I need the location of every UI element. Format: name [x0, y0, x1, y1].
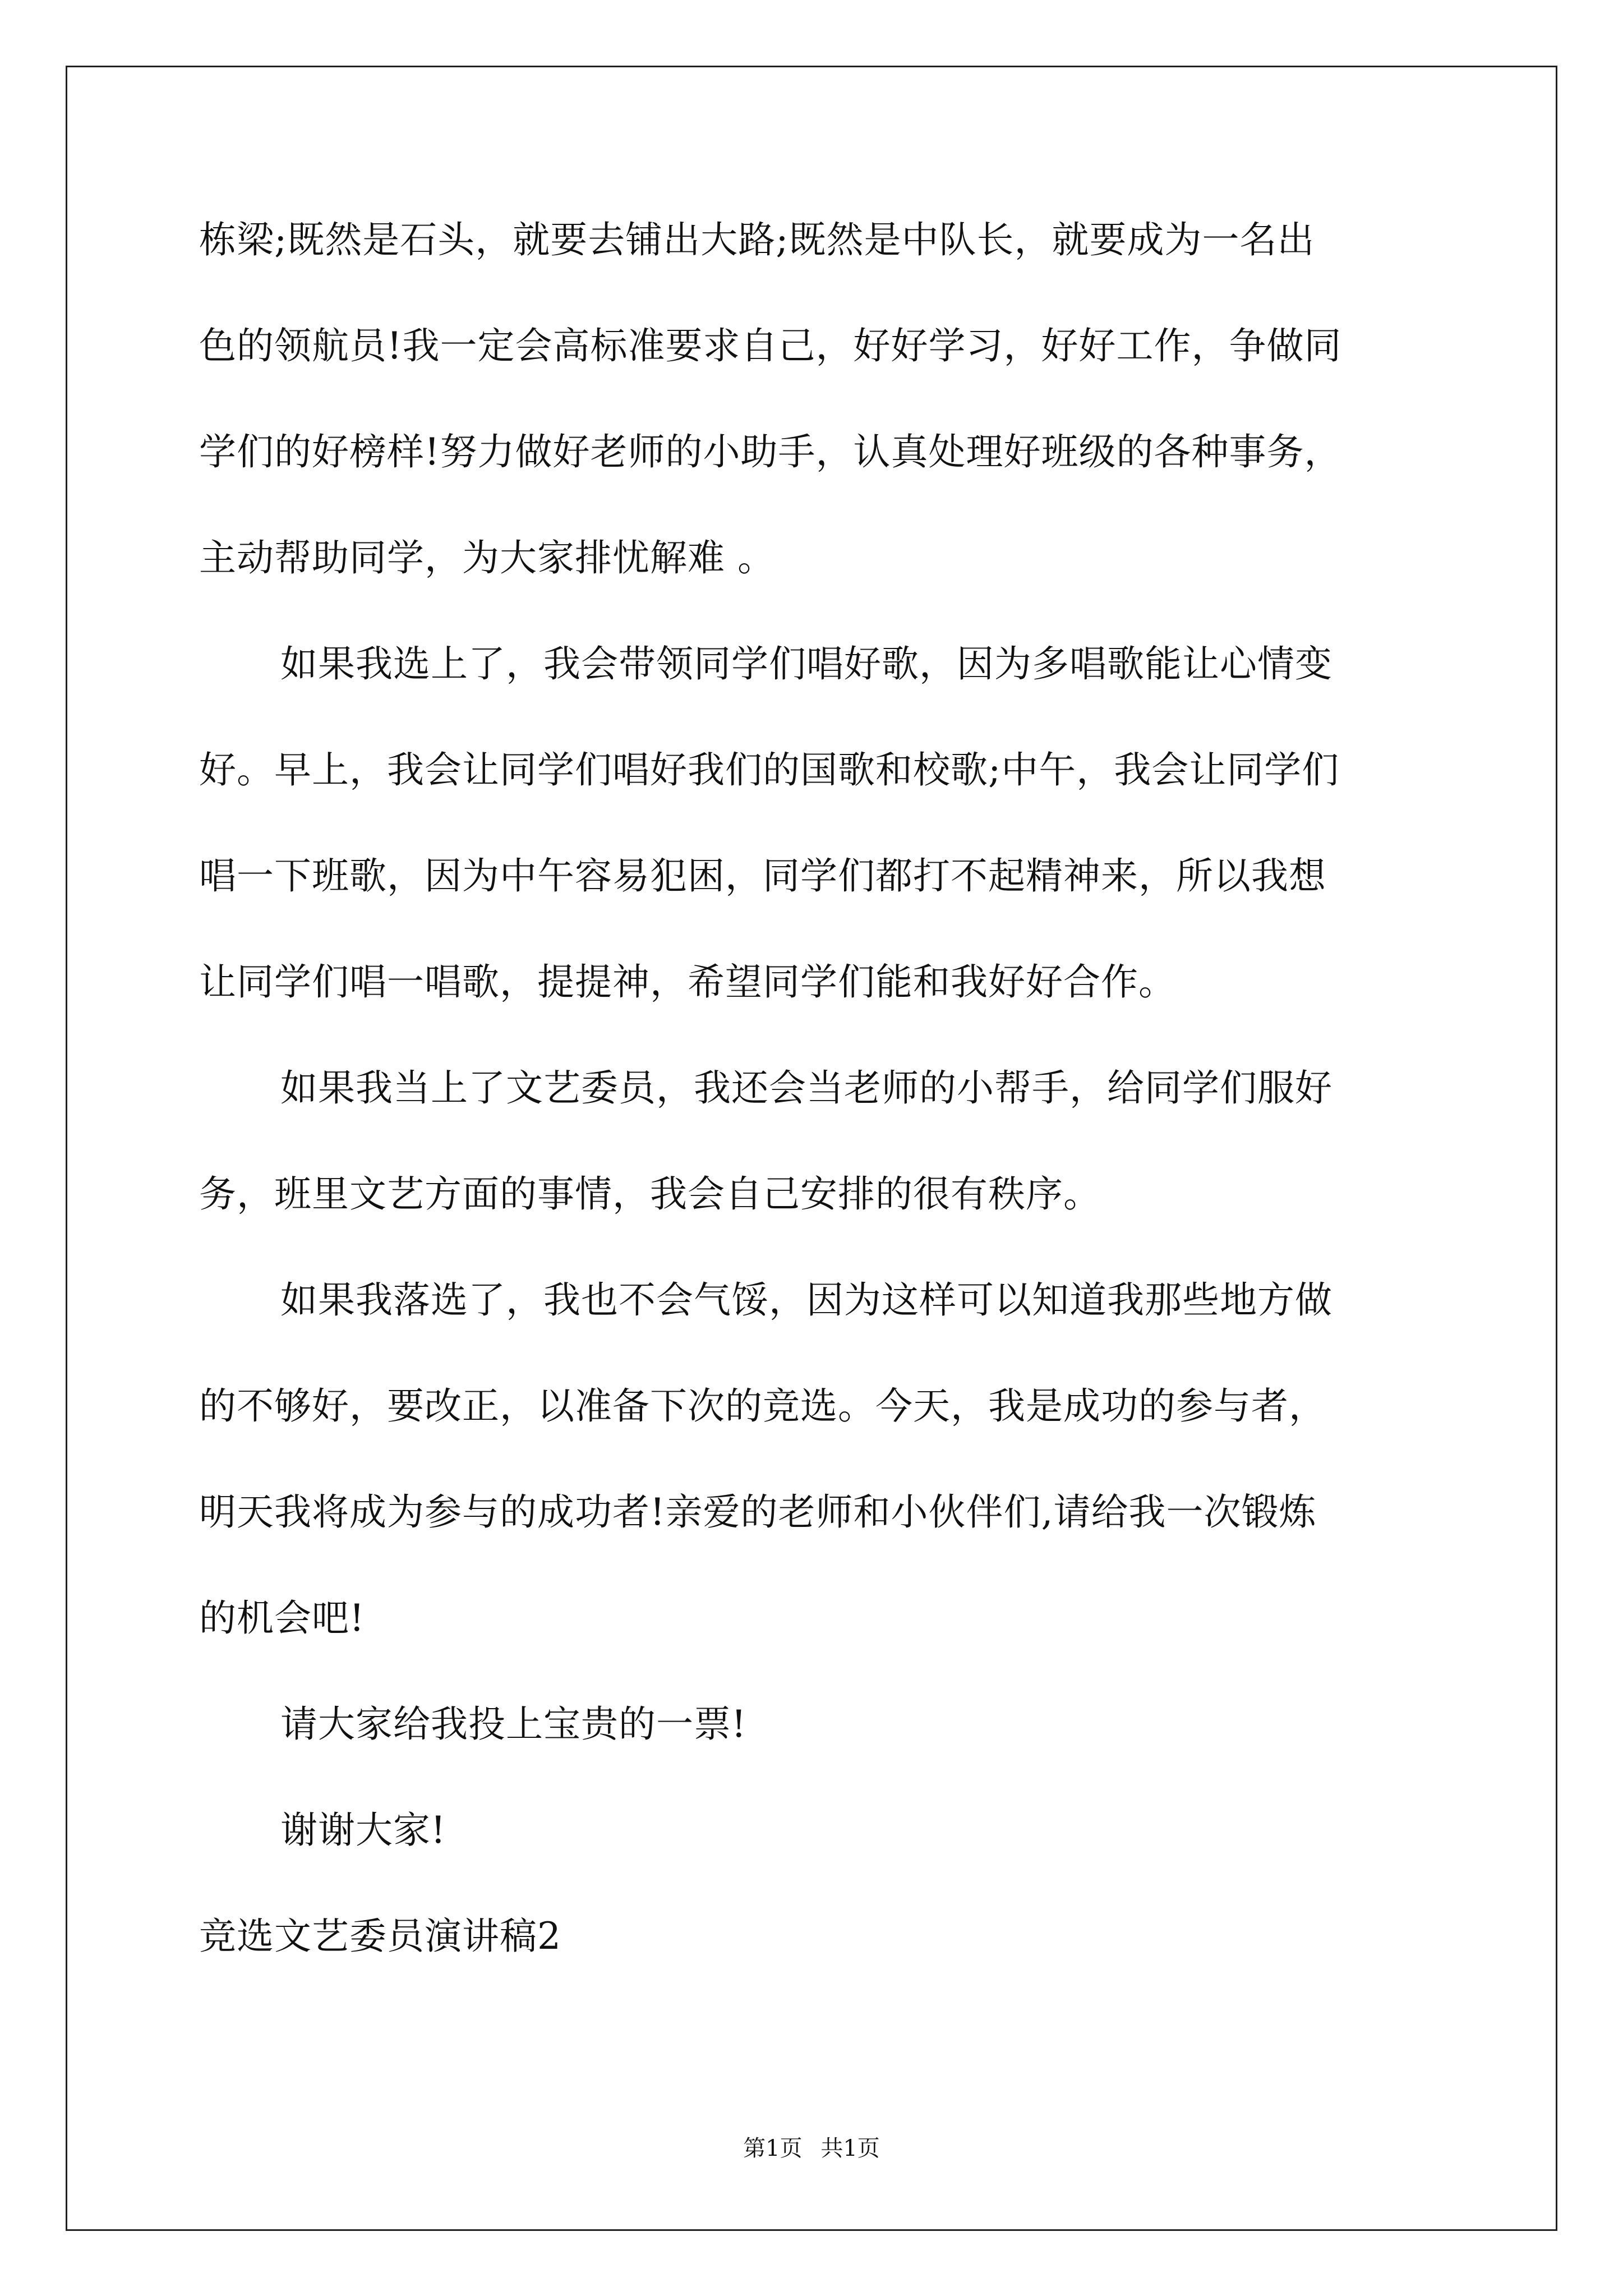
- text-line: 主动帮助同学，为大家排忧解难 。: [199, 536, 775, 579]
- text-line: 务，班里文艺方面的事情，我会自己安排的很有秩序。: [199, 1172, 1101, 1216]
- closing-line: 谢谢大家!: [280, 1809, 446, 1852]
- paragraph-start-line: 如果我选上了，我会带领同学们唱好歌，因为多唱歌能让心情变: [280, 642, 1332, 685]
- text-line: 唱一下班歌，因为中午容易犯困，同学们都打不起精神来，所以我想: [199, 854, 1326, 898]
- paragraph-start-line: 如果我落选了，我也不会气馁，因为这样可以知道我那些地方做: [280, 1278, 1332, 1322]
- text-line: 明天我将成为参与的成功者!亲爱的老师和小伙伴们,请给我一次锻炼: [199, 1490, 1317, 1534]
- text-line: 好。早上，我会让同学们唱好我们的国歌和校歌;中午，我会让同学们: [199, 748, 1340, 792]
- text-line: 色的领航员!我一定会高标准要求自己，好好学习，好好工作，争做同: [199, 324, 1342, 367]
- paragraph-start-line: 请大家给我投上宝贵的一票!: [280, 1703, 747, 1746]
- paragraph-start-line: 如果我当上了文艺委员，我还会当老师的小帮手，给同学们服好: [280, 1066, 1332, 1110]
- text-line: 的机会吧!: [199, 1596, 365, 1640]
- page-total: 共1页: [820, 2136, 880, 2161]
- text-line: 让同学们唱一唱歌，提提神，希望同学们能和我好好合作。: [199, 960, 1176, 1004]
- document-body: [199, 218, 1461, 2024]
- page-footer: [0, 2137, 1623, 2160]
- text-line: 栋梁;既然是石头，就要去铺出大路;既然是中队长，就要成为一名出: [199, 218, 1315, 261]
- section-heading: 竞选文艺委员演讲稿2: [199, 1915, 561, 1958]
- page-number: 第1页: [743, 2136, 803, 2161]
- text-line: 学们的好榜样!努力做好老师的小助手，认真处理好班级的各种事务，: [199, 430, 1342, 473]
- text-line: 的不够好，要改正，以准备下次的竞选。今天，我是成功的参与者，: [199, 1384, 1326, 1428]
